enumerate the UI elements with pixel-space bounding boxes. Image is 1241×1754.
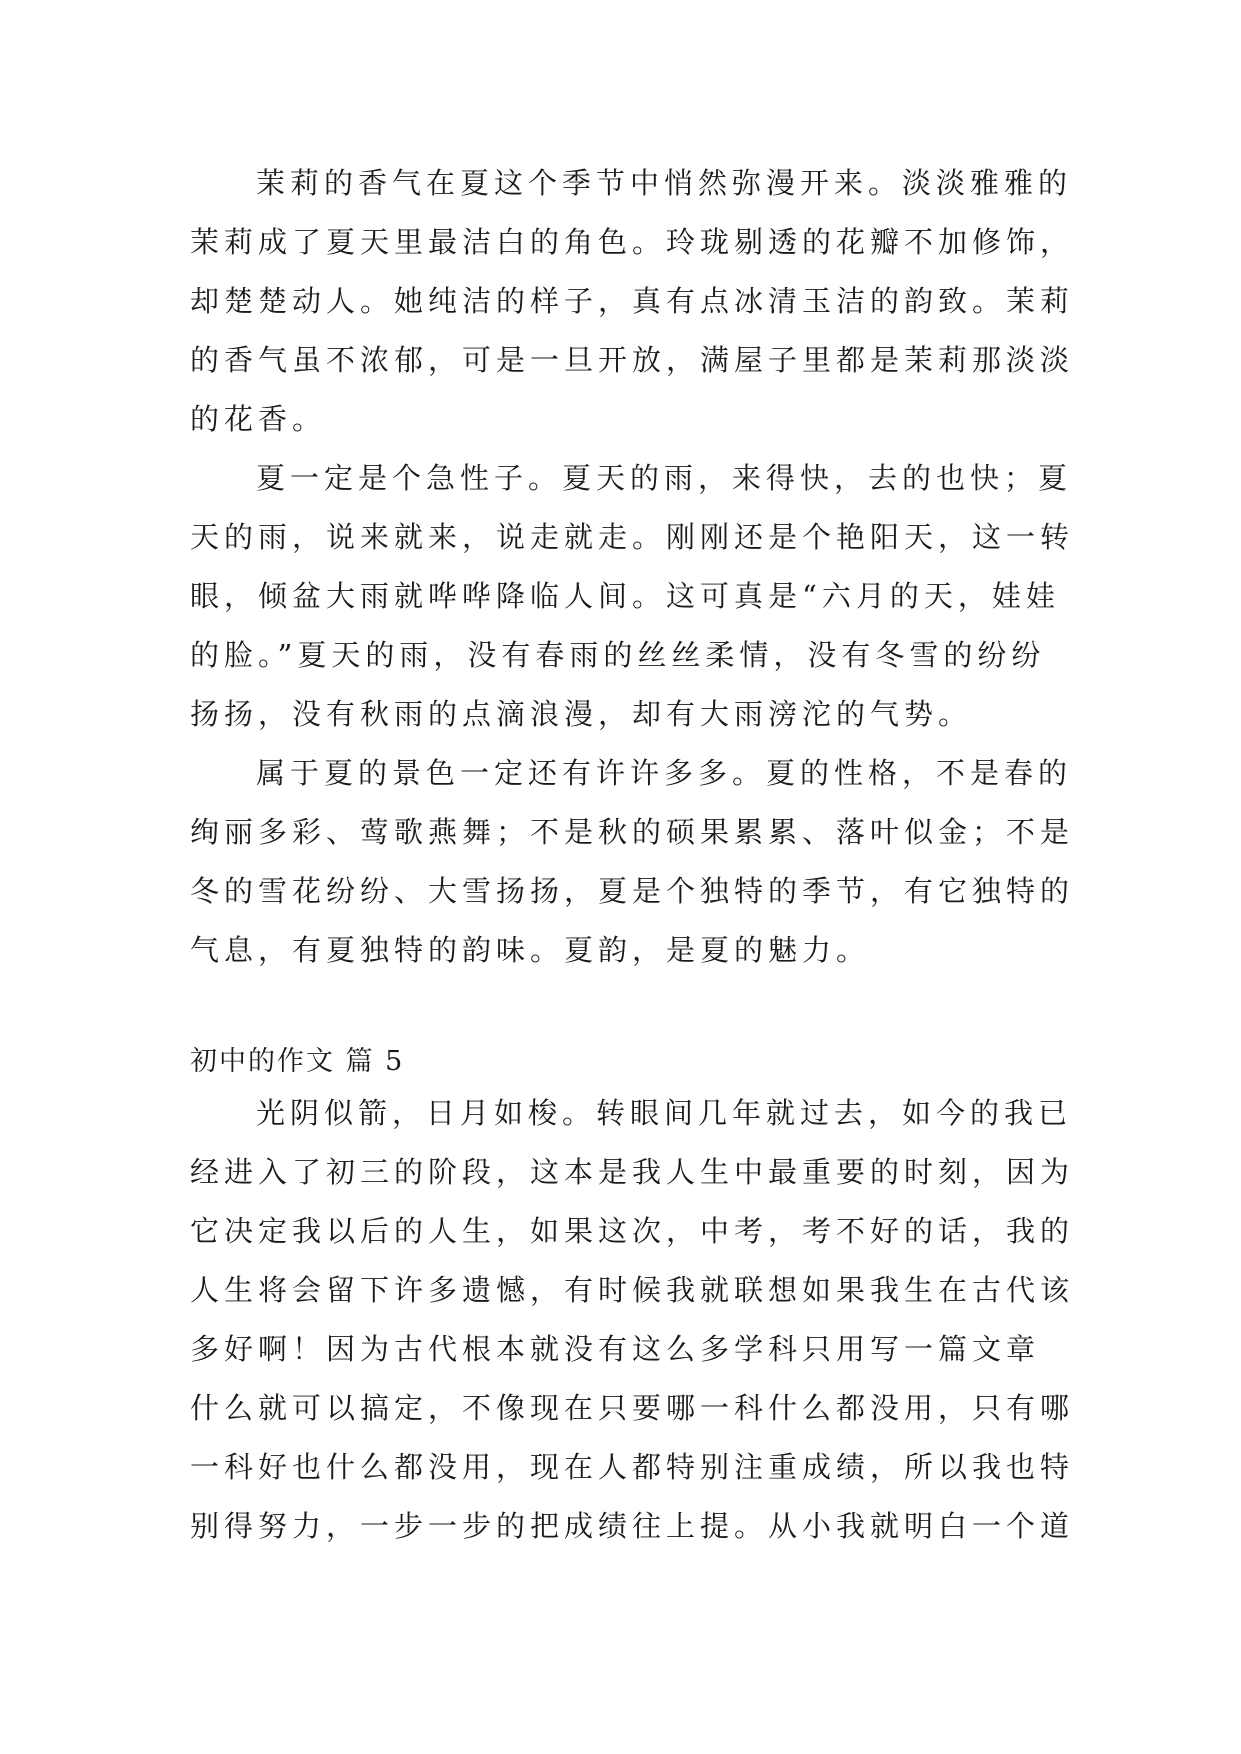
section-heading: 初中的作文 篇 5 [190,1046,405,1077]
paragraph-line: 多好啊！因为古代根本就没有这么多学科只用写一篇文章 [190,1332,1041,1366]
paragraph-line: 气息，有夏独特的韵味。夏韵，是夏的魅力。 [190,933,871,967]
paragraph-line: 别得努力，一步一步的把成绩往上提。从小我就明白一个道 [190,1509,1075,1543]
paragraph-line: 经进入了初三的阶段，这本是我人生中最重要的时刻，因为 [190,1155,1075,1189]
paragraph-line: 冬的雪花纷纷、大雪扬扬，夏是个独特的季节，有它独特的 [190,874,1075,908]
paragraph-line: 一科好也什么都没用，现在人都特别注重成绩，所以我也特 [190,1450,1075,1484]
paragraph-line: 它决定我以后的人生，如果这次，中考，考不好的话，我的 [190,1214,1075,1248]
paragraph-line: 却楚楚动人。她纯洁的样子，真有点冰清玉洁的韵致。茉莉 [190,284,1075,318]
paragraph-line: 的花香。 [190,402,327,436]
paragraph-line: 天的雨，说来就来，说走就走。刚刚还是个艳阳天，这一转 [190,520,1075,554]
paragraph-line: 属于夏的景色一定还有许许多多。夏的性格，不是春的 [256,756,1073,790]
paragraph-time-flies [190,1084,1075,1556]
paragraph-line: 扬扬，没有秋雨的点滴浪漫，却有大雨滂沱的气势。 [190,697,973,731]
paragraph-line: 什么就可以搞定，不像现在只要哪一科什么都没用，只有哪 [190,1391,1075,1425]
paragraph-line: 人生将会留下许多遗憾，有时候我就联想如果我生在古代该 [190,1273,1075,1307]
paragraph-line: 夏一定是个急性子。夏天的雨，来得快，去的也快；夏 [256,461,1073,495]
paragraph-jasmine [190,154,1075,449]
paragraph-summer-rain [190,449,1075,744]
paragraph-line: 的脸。”夏天的雨，没有春雨的丝丝柔情，没有冬雪的纷纷 [190,638,1046,672]
paragraph-line: 茉莉成了夏天里最洁白的角色。玲珑剔透的花瓣不加修饰， [190,225,1075,259]
paragraph-line: 绚丽多彩、莺歌燕舞；不是秋的硕果累累、落叶似金；不是 [190,815,1075,849]
paragraph-line: 眼，倾盆大雨就哗哗降临人间。这可真是“六月的天，娃娃 [190,579,1060,613]
paragraph-line: 茉莉的香气在夏这个季节中悄然弥漫开来。淡淡雅雅的 [256,166,1073,200]
paragraph-line: 光阴似箭，日月如梭。转眼间几年就过去，如今的我已 [256,1096,1073,1130]
paragraph-summer-scenery [190,744,1075,980]
paragraph-line: 的香气虽不浓郁，可是一旦开放，满屋子里都是茉莉那淡淡 [190,343,1075,377]
